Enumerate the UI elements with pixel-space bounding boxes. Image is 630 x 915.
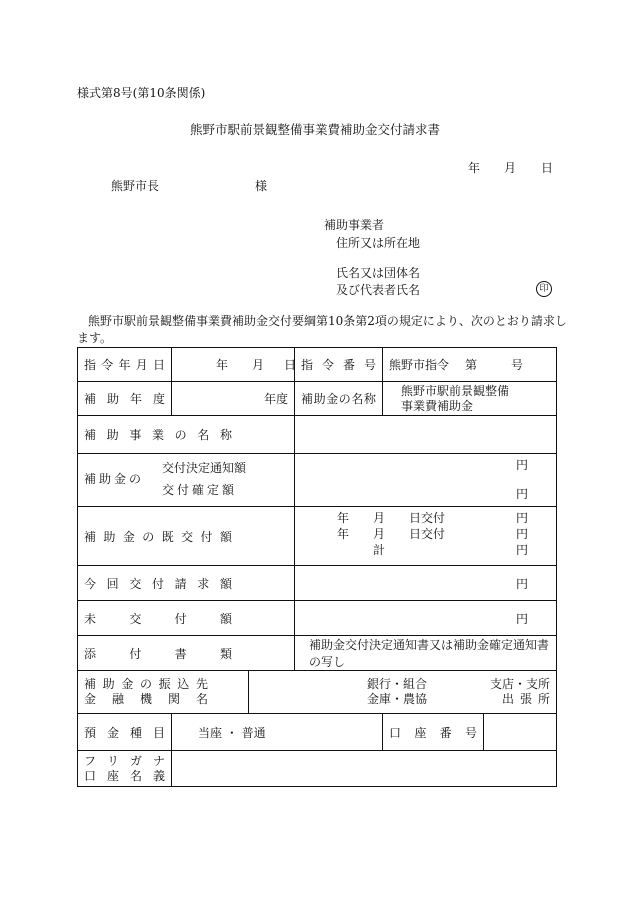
row-fiscal-year — [78, 382, 557, 416]
subsidy-name-line-2: 事業費補助金 — [401, 398, 474, 413]
request-form-table — [77, 347, 557, 787]
fiscal-year-label-cell: 補 助 年 度 — [78, 382, 172, 416]
account-name-label-cell: フ リ ガ ナ 口 座 名 義 — [78, 751, 172, 787]
branch-type-1: 支店・支所 — [490, 677, 551, 691]
account-name-value[interactable] — [172, 751, 557, 787]
deposit-type-label-cell: 預 金 種 目 — [78, 714, 172, 751]
current-request-label-cell: 今 回 交 付 請 求 額 — [78, 566, 295, 601]
branch-type-2: 出張所 — [502, 692, 557, 706]
directive-no-go: 号 — [511, 357, 524, 372]
row-directive — [78, 348, 557, 382]
paid2-day: 日交付 — [409, 527, 446, 541]
project-name-label-cell: 補 助 事 業 の 名 称 — [78, 416, 295, 454]
paid2-yen: 円 — [516, 527, 529, 541]
paid1-day: 日交付 — [409, 511, 446, 525]
decision-amount-value[interactable] — [295, 454, 557, 507]
directive-no-label-cell: 指 令 番 号 — [295, 348, 383, 382]
deposit-type-value[interactable] — [172, 714, 383, 751]
row-decision-amount — [78, 454, 557, 507]
addressee-name: 熊野市長 — [111, 179, 160, 193]
directive-no-prefix: 熊野市指令 — [389, 357, 450, 372]
unpaid-yen: 円 — [516, 611, 529, 626]
bank-value[interactable] — [249, 671, 557, 714]
already-paid-value[interactable] — [295, 507, 557, 566]
unpaid-label-cell: 未 交 付 額 — [78, 601, 295, 636]
date-day-label: 日 — [541, 161, 554, 175]
decision-amount-label-cell — [78, 454, 295, 507]
project-name-value[interactable] — [295, 416, 557, 454]
seal-mark: 印 — [536, 281, 552, 297]
bank-label-cell: 補 助 金 の 振 込 先 金 融 機 関 名 — [78, 671, 249, 714]
subsidy-name-label-cell: 補 助 金 の 名 称 — [295, 382, 383, 416]
row-already-paid — [78, 507, 557, 566]
directive-date-label-cell: 指 令 年 月 日 — [78, 348, 172, 382]
attachments-label-cell: 添 付 書 類 — [78, 636, 295, 671]
account-no-label-cell: 口 座 番 号 — [383, 714, 484, 751]
row-attachments — [78, 636, 557, 671]
account-no-value[interactable] — [484, 714, 557, 751]
paid1-yen: 円 — [516, 511, 529, 525]
intro-text-line-2: ます。 — [77, 331, 113, 345]
unpaid-value[interactable] — [295, 601, 557, 636]
directive-day-label: 日 — [284, 357, 297, 372]
directive-month-label: 月 — [252, 357, 265, 372]
confirmed-amount-label: 交付確定額 — [162, 483, 238, 497]
row-account-name — [78, 751, 557, 787]
paid2-month: 月 — [373, 527, 386, 541]
bank-type-1: 銀行・組合 — [367, 677, 428, 691]
decision-yen-1: 円 — [516, 458, 529, 472]
directive-date-value[interactable] — [172, 348, 295, 382]
applicant-label: 補助事業者 — [324, 218, 385, 232]
subsidy-name-line-1: 熊野市駅前景観整備 — [401, 383, 510, 398]
intro-text-line-1: 熊野市駅前景観整備事業費補助金交付要綱第10条第2項の規定により、次のとおり請求し — [88, 314, 567, 328]
paid-total-yen: 円 — [516, 543, 529, 557]
form-number: 様式第8号(第10条関係) — [77, 86, 206, 100]
row-unpaid — [78, 601, 557, 636]
directive-no-value[interactable] — [383, 348, 557, 382]
directive-year-label: 年 — [216, 357, 229, 372]
row-current-request — [78, 566, 557, 601]
current-request-yen: 円 — [516, 576, 529, 591]
already-paid-label-cell: 補 助 金 の 既 交 付 額 — [78, 507, 295, 566]
decision-notice-label: 交付決定通知額 — [162, 461, 247, 475]
fiscal-year-suffix: 年度 — [263, 392, 288, 406]
current-request-value[interactable] — [295, 566, 557, 601]
attachments-text: 補助金交付決定通知書又は補助金確定通知書の写し — [309, 638, 550, 669]
paid-total-label: 計 — [373, 543, 386, 557]
date-year-label: 年 — [468, 161, 481, 175]
document-title: 熊野市駅前景観整備事業費補助金交付請求書 — [189, 122, 440, 137]
subsidy-of-label: 補助金の — [84, 472, 145, 486]
row-project-name — [78, 416, 557, 454]
bank-type-2: 金庫・農協 — [367, 692, 428, 706]
paid1-month: 月 — [373, 511, 386, 525]
addressee-honorific: 様 — [255, 179, 268, 193]
name-label-1: 氏名又は団体名 — [336, 266, 421, 280]
row-deposit — [78, 714, 557, 751]
address-label: 住所又は所在地 — [336, 236, 421, 250]
attachments-value — [295, 636, 557, 671]
subsidy-name-value — [383, 382, 557, 416]
date-month-label: 月 — [504, 161, 517, 175]
row-bank — [78, 671, 557, 714]
directive-no-dai: 第 — [465, 357, 478, 372]
fiscal-year-value[interactable] — [172, 382, 295, 416]
deposit-type-text: 当座 ・ 普通 — [198, 725, 266, 740]
name-label-2: 及び代表者氏名 — [336, 283, 421, 297]
paid2-year: 年 — [337, 527, 350, 541]
paid1-year: 年 — [337, 511, 350, 525]
decision-yen-2: 円 — [516, 487, 529, 501]
